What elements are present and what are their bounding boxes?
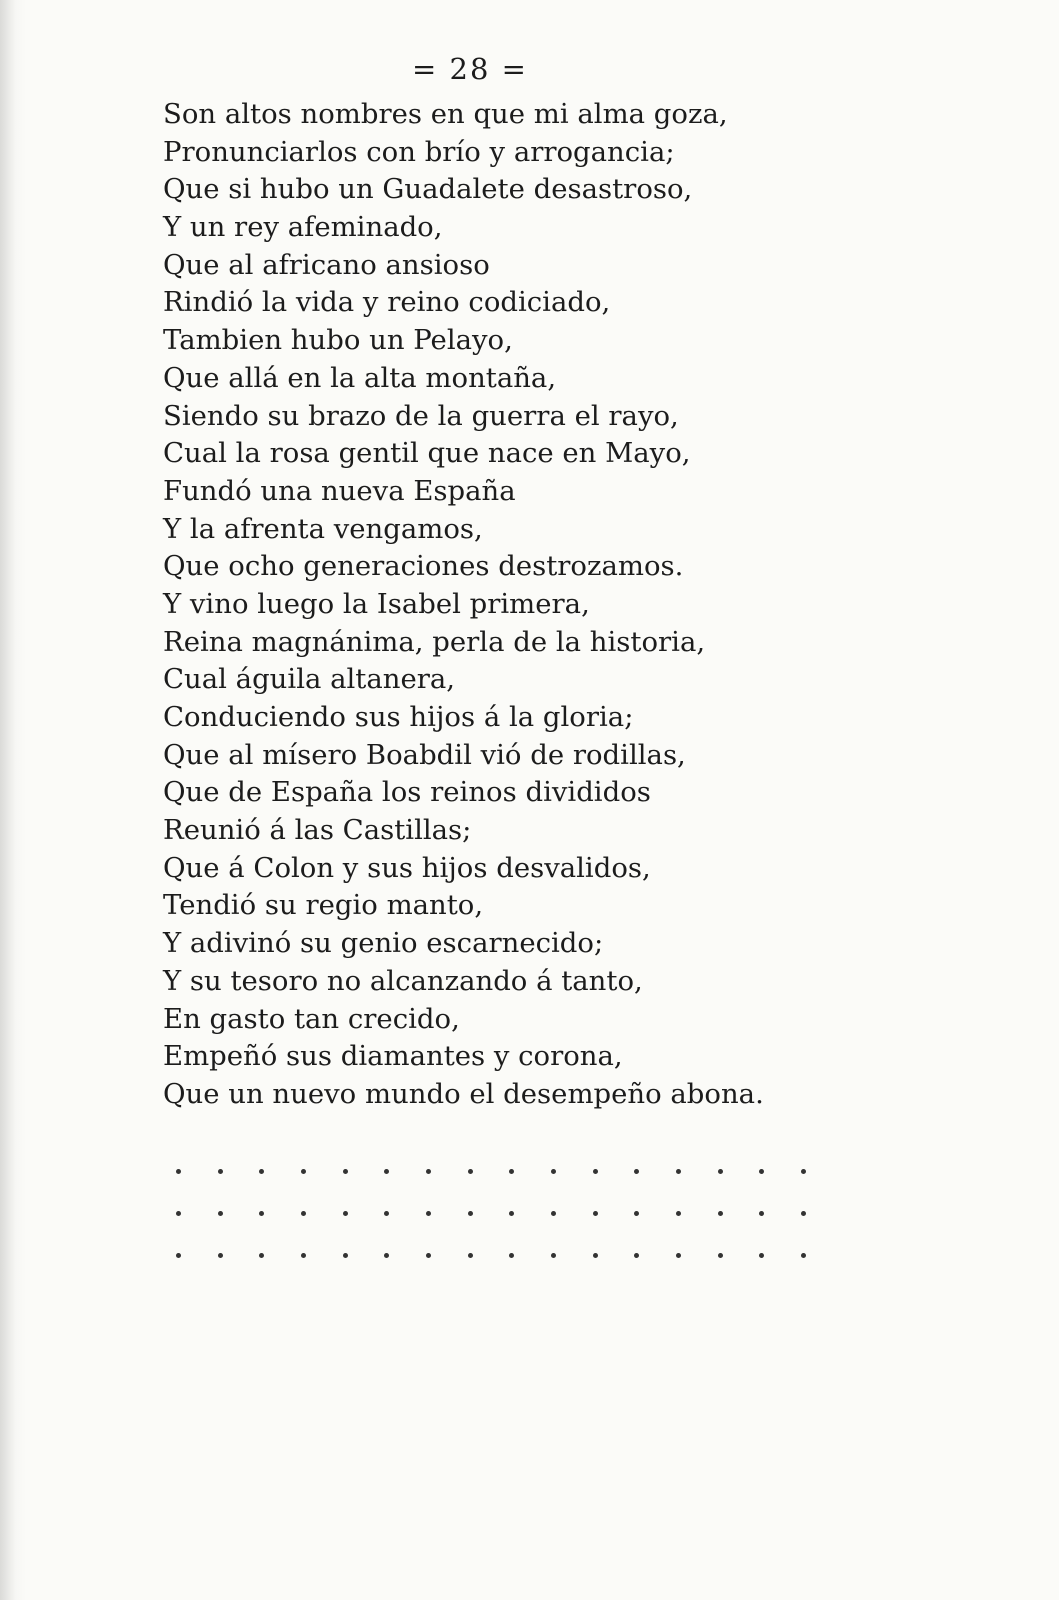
poem-line: Pronunciarlos con brío y arrogancia; xyxy=(163,135,675,168)
ellipsis-dot xyxy=(509,1169,514,1174)
ellipsis-row xyxy=(176,1192,806,1234)
ellipsis-dot xyxy=(509,1211,514,1216)
ellipsis-dot xyxy=(301,1169,306,1174)
poem-line: Son altos nombres en que mi alma goza, xyxy=(163,98,728,130)
poem-line: Reina magnánima, perla de la historia, xyxy=(163,625,706,658)
poem-line: Que de España los reinos divididos xyxy=(163,776,651,809)
poem-line: En gasto tan crecido, xyxy=(163,1002,460,1035)
ellipsis-dot xyxy=(343,1211,348,1216)
ellipsis-dot xyxy=(759,1169,764,1174)
ellipsis-dot xyxy=(384,1253,389,1258)
poem-line: Cual águila altanera, xyxy=(163,663,456,696)
ellipsis-dot xyxy=(384,1169,389,1174)
ellipsis-dot xyxy=(593,1253,598,1258)
ellipsis-dot xyxy=(301,1211,306,1216)
ellipsis-dot xyxy=(551,1211,556,1216)
ellipsis-dot xyxy=(676,1211,681,1216)
ellipsis-dot xyxy=(426,1211,431,1216)
ellipsis-dot xyxy=(801,1211,806,1216)
poem-line: Que un nuevo mundo el desempeño abona. xyxy=(163,1077,764,1110)
poem-line: Tambien hubo un Pelayo, xyxy=(163,324,513,357)
ellipsis-dot xyxy=(551,1253,556,1258)
poem-line: Que si hubo un Guadalete desastroso, xyxy=(163,173,693,206)
ellipsis-dot xyxy=(718,1169,723,1174)
poem-line: Siendo su brazo de la guerra el rayo, xyxy=(163,399,679,432)
poem-line: Cual la rosa gentil que nace en Mayo, xyxy=(163,437,691,470)
ellipsis-dot xyxy=(468,1253,473,1258)
poem-line: Y la afrenta vengamos, xyxy=(163,512,483,545)
poem-line: Y vino luego la Isabel primera, xyxy=(163,587,590,620)
poem-line: Que al mísero Boabdil vió de rodillas, xyxy=(163,738,686,771)
ellipsis-dot xyxy=(759,1253,764,1258)
ellipsis-dot xyxy=(218,1169,223,1174)
ellipsis-dot xyxy=(218,1211,223,1216)
poem-line: Reunió á las Castillas; xyxy=(163,814,472,847)
ellipsis-dot xyxy=(634,1253,639,1258)
poem-text xyxy=(163,96,863,1114)
ellipsis-dot xyxy=(801,1169,806,1174)
ellipsis-dot xyxy=(384,1211,389,1216)
page-edge-shadow xyxy=(0,0,26,1600)
poem-line: Fundó una nueva España xyxy=(163,474,516,507)
ellipsis-dot xyxy=(426,1169,431,1174)
ellipsis-dot xyxy=(676,1169,681,1174)
ellipsis-dot xyxy=(468,1211,473,1216)
poem-line: Y adivinó su genio escarnecido; xyxy=(163,927,604,960)
ellipsis-row xyxy=(176,1234,806,1276)
ellipsis-dot xyxy=(551,1169,556,1174)
ellipsis-dot xyxy=(343,1253,348,1258)
ellipsis-dot xyxy=(634,1211,639,1216)
ellipsis-row xyxy=(176,1150,806,1192)
poem-line: Que al africano ansioso xyxy=(163,248,490,281)
ellipsis-dot xyxy=(759,1211,764,1216)
ellipsis-dot xyxy=(801,1253,806,1258)
ellipsis-dot xyxy=(259,1253,264,1258)
ellipsis-dot xyxy=(593,1211,598,1216)
ellipsis-dot xyxy=(676,1253,681,1258)
ellipsis-dot xyxy=(259,1169,264,1174)
ellipsis-dot xyxy=(176,1253,181,1258)
ellipsis-dot xyxy=(176,1211,181,1216)
ellipsis-dot-rows xyxy=(176,1150,806,1276)
poem-line: Que ocho generaciones destrozamos. xyxy=(163,550,684,583)
poem-line: Empeñó sus diamantes y corona, xyxy=(163,1040,623,1073)
page-number: = 28 = xyxy=(412,52,528,86)
ellipsis-dot xyxy=(259,1211,264,1216)
ellipsis-dot xyxy=(343,1169,348,1174)
ellipsis-dot xyxy=(718,1253,723,1258)
poem-line: Rindió la vida y reino codiciado, xyxy=(163,286,611,319)
ellipsis-dot xyxy=(218,1253,223,1258)
ellipsis-dot xyxy=(718,1211,723,1216)
ellipsis-dot xyxy=(176,1169,181,1174)
ellipsis-dot xyxy=(301,1253,306,1258)
poem-line: Y un rey afeminado, xyxy=(163,211,443,244)
ellipsis-dot xyxy=(426,1253,431,1258)
ellipsis-dot xyxy=(468,1169,473,1174)
poem-line: Tendió su regio manto, xyxy=(163,889,484,922)
poem-line: Que allá en la alta montaña, xyxy=(163,361,557,394)
ellipsis-dot xyxy=(509,1253,514,1258)
ellipsis-dot xyxy=(634,1169,639,1174)
poem-line: Que á Colon y sus hijos desvalidos, xyxy=(163,851,651,884)
poem-line: Y su tesoro no alcanzando á tanto, xyxy=(163,964,643,997)
ellipsis-dot xyxy=(593,1169,598,1174)
poem-line: Conduciendo sus hijos á la gloria; xyxy=(163,701,634,733)
